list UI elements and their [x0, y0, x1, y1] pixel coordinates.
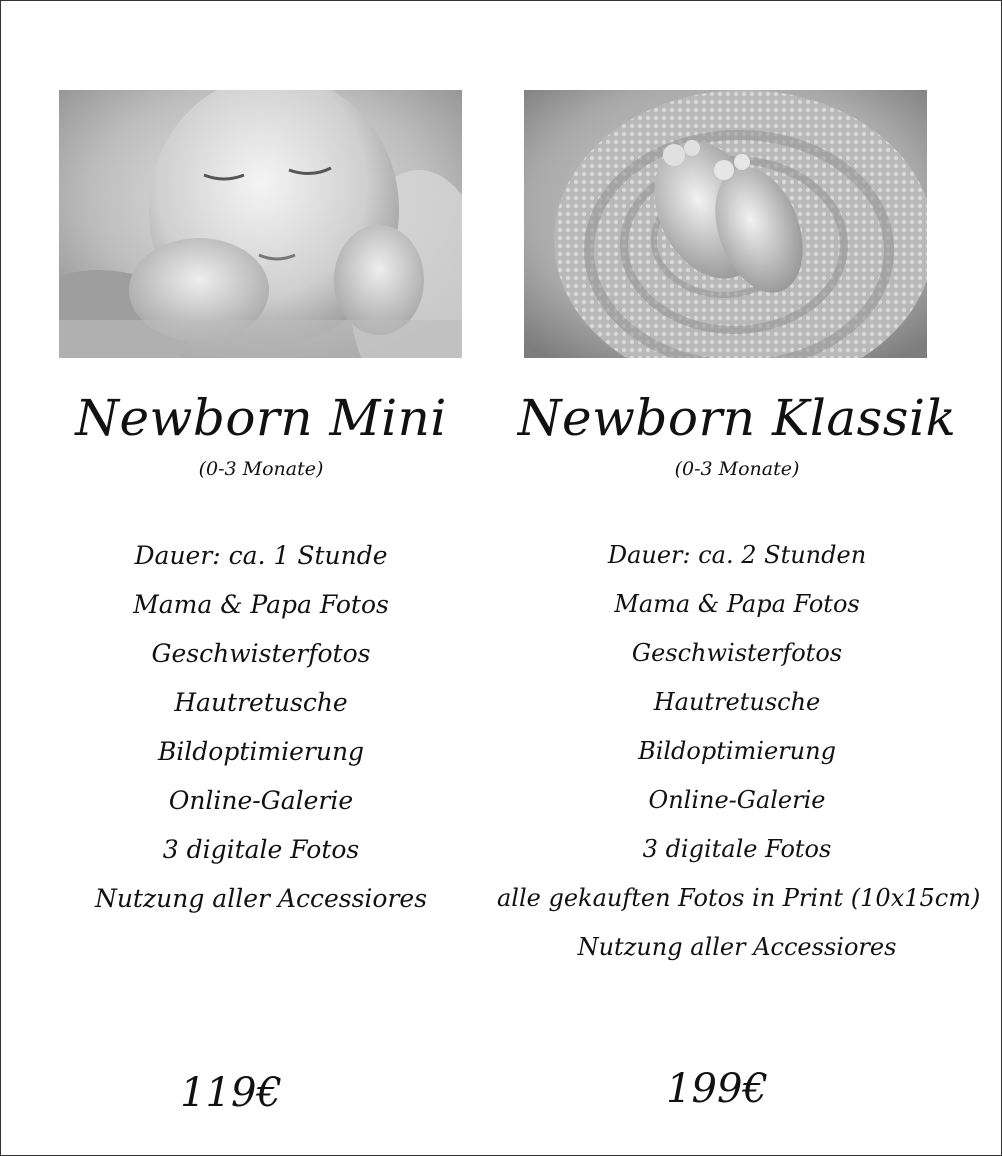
feature-item: Online-Galerie — [168, 786, 354, 815]
baby-sleeping-photo — [59, 90, 462, 358]
feature-item: Geschwisterfotos — [151, 639, 371, 668]
package-price: 119€ — [180, 1070, 282, 1116]
feature-item: 3 digitale Fotos — [642, 835, 832, 863]
feature-item: Mama & Papa Fotos — [133, 590, 389, 619]
feature-item: Dauer: ca. 2 Stunden — [607, 541, 867, 569]
package-price: 199€ — [666, 1066, 768, 1112]
package-title: Newborn Mini — [75, 389, 447, 447]
feature-item: Nutzung aller Accessiores — [94, 884, 428, 913]
feature-item: Bildoptimierung — [157, 737, 365, 766]
feature-item: Nutzung aller Accessiores — [577, 933, 897, 961]
age-range: (0-3 Monate) — [674, 458, 800, 480]
package-newborn-klassik — [497, 1, 981, 1155]
package-newborn-mini — [21, 1, 501, 1155]
feature-item: Hautretusche — [174, 688, 348, 717]
feature-list — [497, 531, 981, 972]
feature-item: 3 digitale Fotos — [162, 835, 360, 864]
feature-item: Hautretusche — [653, 688, 821, 716]
feature-list — [21, 531, 501, 923]
feature-item: Online-Galerie — [648, 786, 826, 814]
feature-item: Geschwisterfotos — [631, 639, 843, 667]
age-range: (0-3 Monate) — [198, 458, 324, 480]
feature-item: alle gekauften Fotos in Print (10x15cm) — [497, 884, 981, 912]
feature-item: Mama & Papa Fotos — [614, 590, 860, 618]
feature-item: Bildoptimierung — [638, 737, 836, 765]
feature-item: Dauer: ca. 1 Stunde — [134, 541, 388, 570]
baby-feet-photo — [524, 90, 927, 358]
package-title: Newborn Klassik — [517, 389, 957, 447]
